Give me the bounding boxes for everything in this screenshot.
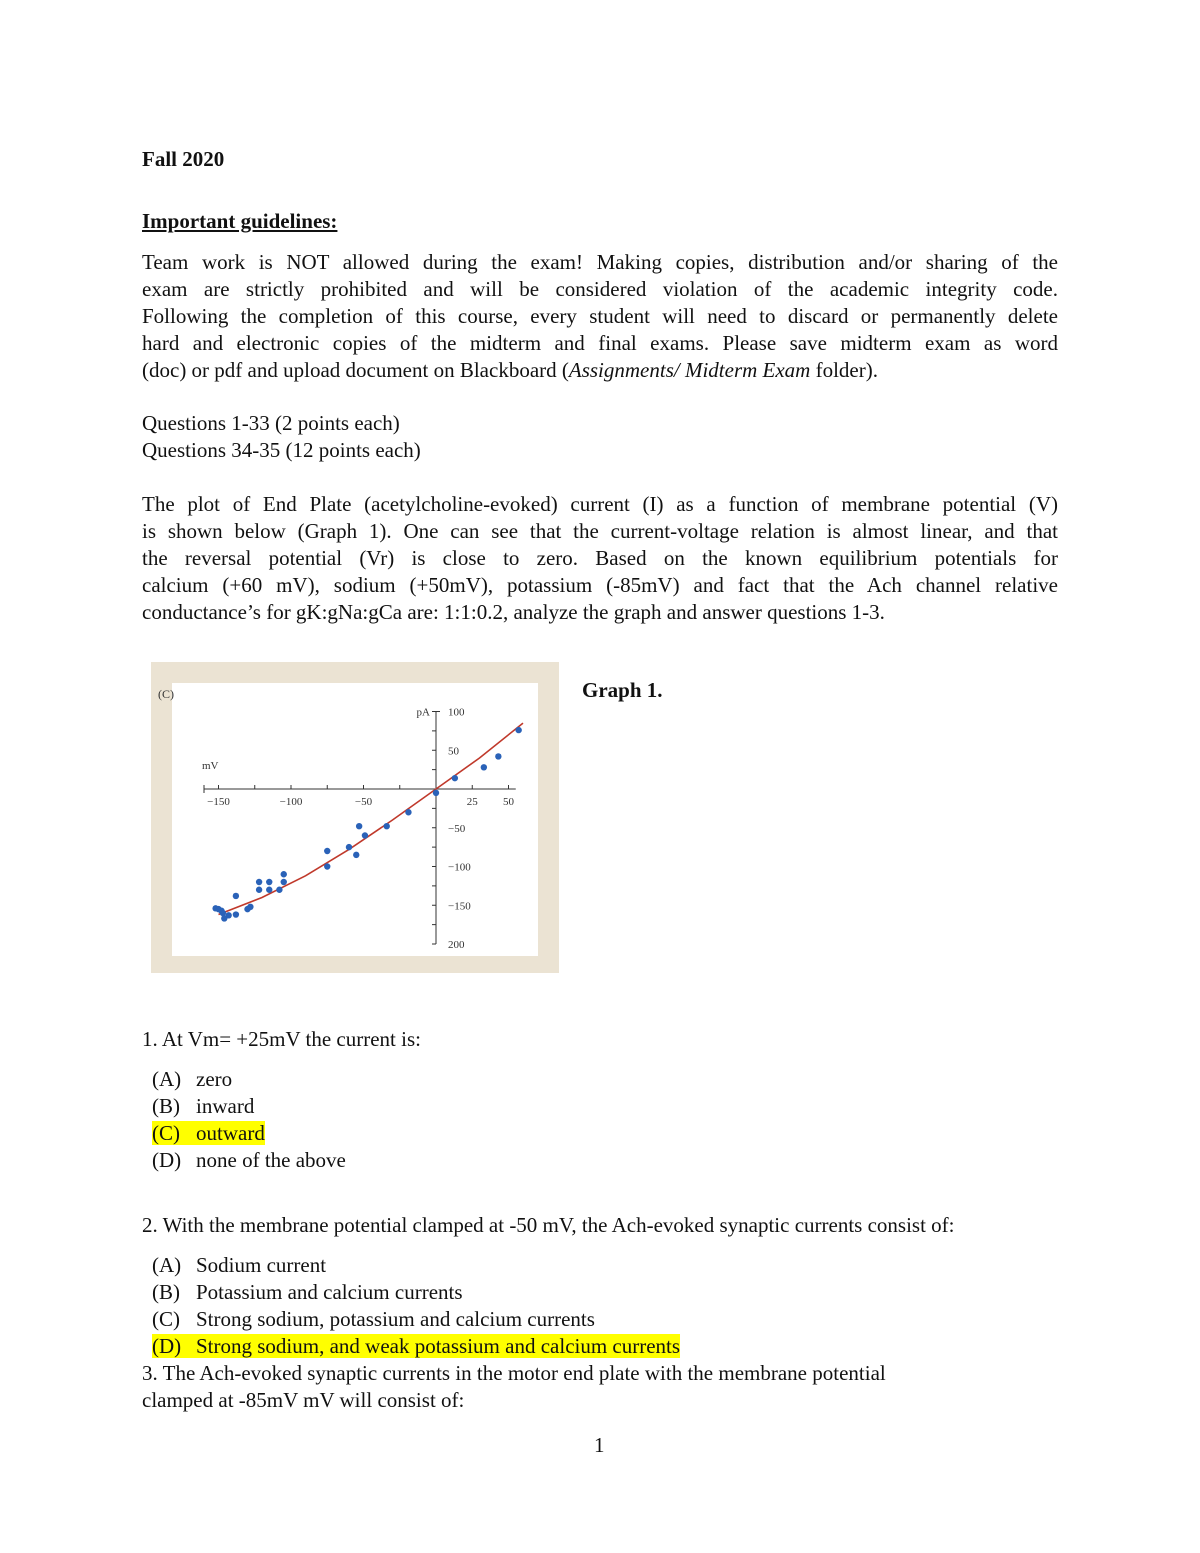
- data-point: [281, 879, 287, 885]
- data-point: [353, 852, 359, 858]
- data-point: [247, 904, 253, 910]
- q1-option-d[interactable]: [152, 1147, 346, 1174]
- option-letter: (B): [152, 1094, 180, 1118]
- data-point: [324, 848, 330, 854]
- q1-stem: 1. At Vm= +25mV the current is:: [142, 1027, 421, 1051]
- blackboard-folder-path: Assignments/ Midterm Exam: [568, 358, 811, 382]
- guidelines-line: Team work is NOT allowed during the exam! Making copies, distribution and/or sharing of the: [142, 250, 1058, 274]
- iv-scatter-chart: [151, 662, 559, 973]
- guidelines-text: (doc) or pdf and upload document on Blackboard (: [142, 358, 569, 382]
- x-tick-label: −150: [207, 796, 230, 808]
- guidelines-text-end: folder).: [810, 358, 878, 382]
- y-tick-label: 50: [448, 745, 459, 758]
- data-point: [225, 912, 231, 918]
- answer-highlight: [152, 1121, 265, 1145]
- y-tick-label: −150: [448, 900, 471, 913]
- option-text: outward: [196, 1121, 265, 1145]
- option-letter: (A): [152, 1253, 182, 1277]
- x-tick-label: 25: [466, 796, 478, 808]
- intro-line: The plot of End Plate (acetylcholine-evoked) current (I) as a function of membrane potential (V): [142, 492, 1058, 516]
- q2-options: [152, 1252, 680, 1360]
- q3-stem-line-2: clamped at -85mV mV will consist of:: [142, 1388, 465, 1412]
- data-point: [433, 790, 439, 796]
- guidelines-line: hard and electronic copies of the midterm and final exams. Please save midterm exam as word: [142, 331, 1058, 355]
- intro-line: calcium (+60 mV), sodium (+50mV), potassium (-85mV) and fact that the Ach channel relative: [142, 573, 1058, 597]
- data-point: [233, 911, 239, 917]
- page-number: 1: [594, 1433, 605, 1457]
- q1-option-a[interactable]: [152, 1066, 346, 1093]
- y-tick-label: 100: [448, 706, 465, 719]
- option-text: Strong sodium, and weak potassium and calcium currents: [196, 1334, 681, 1358]
- data-point: [405, 809, 411, 815]
- option-letter: (D): [152, 1334, 182, 1358]
- data-point: [256, 879, 262, 885]
- panel-label: (C): [158, 687, 174, 701]
- guidelines-line: exam are strictly prohibited and will be considered violation of the academic integrity code.: [142, 277, 1058, 301]
- graph-1-figure: [151, 662, 559, 973]
- data-point: [256, 887, 262, 893]
- data-point: [233, 893, 239, 899]
- q2-option-b[interactable]: [152, 1279, 680, 1306]
- option-text: none of the above: [196, 1148, 346, 1172]
- q1-option-c[interactable]: [152, 1120, 346, 1147]
- y-tick-label: −100: [448, 861, 471, 874]
- term-heading: Fall 2020: [142, 147, 225, 171]
- answer-highlight: [152, 1334, 680, 1358]
- q3-stem-line-1: 3. The Ach-evoked synaptic currents in the motor end plate with the membrane potential: [142, 1361, 886, 1385]
- option-text: Sodium current: [196, 1253, 327, 1277]
- data-point: [266, 887, 272, 893]
- option-letter: (C): [152, 1121, 180, 1145]
- data-point: [346, 844, 352, 850]
- option-text: inward: [196, 1094, 255, 1118]
- x-tick-label: −100: [279, 796, 303, 808]
- data-point: [356, 823, 362, 829]
- data-point: [281, 871, 287, 877]
- x-axis-label: mV: [202, 760, 219, 772]
- data-point: [324, 863, 330, 869]
- data-point: [220, 910, 226, 916]
- guidelines-paragraph: [142, 249, 1058, 384]
- option-text: Potassium and calcium currents: [196, 1280, 463, 1304]
- option-letter: (C): [152, 1307, 180, 1331]
- data-point: [481, 764, 487, 770]
- intro-paragraph: [142, 491, 1058, 626]
- option-text: Strong sodium, potassium and calcium currents: [196, 1307, 595, 1331]
- x-tick-label: −50: [354, 796, 373, 808]
- option-text: zero: [196, 1067, 233, 1091]
- guidelines-line: Following the completion of this course, every student will need to discard or permanently delete: [142, 304, 1058, 328]
- guidelines-heading: Important guidelines:: [142, 209, 338, 233]
- intro-line: the reversal potential (Vr) is close to zero. Based on the known equilibrium potentials for: [142, 546, 1058, 570]
- y-tick-label: 200: [448, 939, 465, 951]
- data-point: [266, 879, 272, 885]
- data-point: [515, 727, 521, 733]
- option-letter: (A): [152, 1067, 182, 1091]
- guidelines-last-line: [142, 357, 1058, 384]
- q1-options: [152, 1066, 346, 1174]
- q2-option-c[interactable]: [152, 1306, 680, 1333]
- option-letter: (D): [152, 1148, 182, 1172]
- intro-line: conductance’s for gK:gNa:gCa are: 1:1:0.2, analyze the graph and answer questions 1-3.: [142, 600, 885, 624]
- x-tick-label: 50: [503, 796, 514, 808]
- data-point: [495, 753, 501, 759]
- q2-stem: 2. With the membrane potential clamped at -50 mV, the Ach-evoked synaptic currents consist of:: [142, 1213, 955, 1237]
- data-point: [276, 887, 282, 893]
- points-line-2: Questions 34-35 (12 points each): [142, 438, 421, 462]
- q1-option-b[interactable]: [152, 1093, 346, 1120]
- intro-line: is shown below (Graph 1). One can see that the current-voltage relation is almost linear, and that: [142, 519, 1058, 543]
- q2-option-a[interactable]: [152, 1252, 680, 1279]
- data-point: [384, 823, 390, 829]
- y-axis-label: pA: [416, 706, 430, 719]
- graph-caption: Graph 1.: [582, 678, 663, 702]
- y-tick-label: −50: [448, 822, 466, 835]
- option-letter: (B): [152, 1280, 180, 1304]
- data-point: [362, 832, 368, 838]
- q2-option-d[interactable]: [152, 1333, 680, 1360]
- data-point: [452, 775, 458, 781]
- points-line-1: Questions 1-33 (2 points each): [142, 411, 400, 435]
